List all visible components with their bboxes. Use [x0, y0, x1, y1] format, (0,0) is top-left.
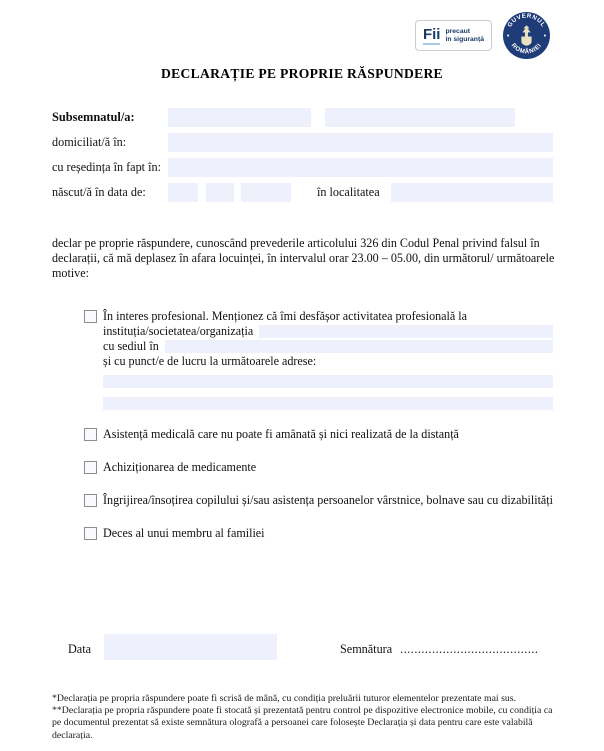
birth-locality-field[interactable] — [391, 183, 553, 202]
signature-dotted-line: ....................................... — [400, 642, 539, 656]
medical-label: Asistență medicală care nu poate fi amânată și nici realizată de la distanță — [103, 427, 459, 441]
birth-day-field[interactable] — [168, 183, 198, 202]
work-address-field-1[interactable] — [103, 375, 553, 388]
resedinta-label: cu reședința în fapt în: — [52, 160, 161, 174]
fii-badge-line1: precaut — [445, 27, 471, 35]
death-label: Deces al unui membru al familiei — [103, 526, 265, 540]
care-checkbox[interactable] — [84, 494, 97, 507]
footnotes — [52, 693, 562, 742]
reasons-list — [84, 309, 553, 541]
date-signature-row — [68, 634, 553, 660]
professional-checkbox[interactable] — [84, 310, 97, 323]
fii-badge-line2: în siguranță — [445, 35, 484, 43]
localitatea-label: în localitatea — [317, 185, 380, 199]
professional-line1: În interes profesional. Menționez că îmi desfășor activitatea profesională la — [103, 309, 468, 323]
care-label: Îngrijirea/însoțirea copilului și/sau asistența persoanelor vârstnice, bolnave sau cu dizabilități — [103, 493, 554, 507]
date-field[interactable] — [104, 634, 277, 660]
sediul-label: cu sediul în — [103, 339, 159, 353]
page-title: DECLARAȚIE PE PROPRIE RĂSPUNDERE — [161, 66, 443, 81]
subsemnatul-row — [52, 108, 553, 127]
domiciliat-row — [52, 133, 553, 152]
footnote-1: *Declarația pe propria răspundere poate fi scrisă de mână, cu condiția preluării tuturor elementelor prezentate mai sus. — [52, 693, 517, 704]
work-address-field-2[interactable] — [103, 397, 553, 410]
first-name-field[interactable] — [168, 108, 311, 127]
institution-field[interactable] — [259, 325, 553, 338]
birth-year-field[interactable] — [241, 183, 291, 202]
declaration-paragraph: declar pe proprie răspundere, cunoscând prevederile articolului 326 din Codul Penal privind falsul în declarații, că mă deplasez în afara locuinței, în intervalul orar 23.00 – 05.00, din următorul/ următoarele motive: — [52, 236, 555, 280]
last-name-field[interactable] — [325, 108, 515, 127]
header-logos — [415, 12, 550, 59]
seal-bottom-text: ROMÂNIEI — [509, 41, 544, 56]
fii-badge-tagline — [445, 28, 484, 44]
footnote-2: **Declarația pe propria răspundere poate fi stocată și prezentată pentru control pe dispozitive electronice mobile, cu condiția ca pe documentul prezentat să existe semnătura olografă a persoanei care folosește Declarația și data pentru care este valabilă declarația. — [52, 705, 553, 741]
government-of-romania-seal-icon — [503, 12, 550, 59]
subsemnatul-label: Subsemnatul/a: — [52, 110, 135, 124]
reason-medical — [84, 427, 553, 442]
seal-top-text: GUVERNUL — [506, 12, 547, 29]
reason-professional — [84, 309, 553, 369]
fii-badge-word: Fii — [422, 25, 441, 43]
headquarters-field[interactable] — [165, 340, 553, 353]
reason-death — [84, 526, 553, 541]
residence-field[interactable] — [168, 158, 553, 177]
resedinta-row — [52, 158, 553, 177]
nascut-label: născut/ă în data de: — [52, 185, 146, 199]
professional-institution-row — [103, 324, 553, 339]
professional-headquarters-row — [103, 339, 553, 354]
reason-medicines — [84, 460, 553, 475]
identity-form — [52, 108, 553, 208]
domiciliat-label: domiciliat/ă în: — [52, 135, 127, 149]
date-label: Data — [68, 642, 92, 656]
institutia-label: instituția/societatea/organizația — [103, 324, 254, 338]
nascut-row — [52, 183, 553, 202]
death-checkbox[interactable] — [84, 527, 97, 540]
medicines-label: Achiziționarea de medicamente — [103, 460, 257, 474]
puncte-label: și cu punct/e de lucru la următoarele adrese: — [103, 354, 317, 368]
domicile-field[interactable] — [168, 133, 553, 152]
medicines-checkbox[interactable] — [84, 461, 97, 474]
medical-checkbox[interactable] — [84, 428, 97, 441]
birth-month-field[interactable] — [206, 183, 234, 202]
reason-care — [84, 493, 553, 508]
signature-label: Semnătura — [340, 642, 393, 656]
fii-precaut-badge — [415, 20, 492, 51]
signature-area — [340, 642, 538, 657]
